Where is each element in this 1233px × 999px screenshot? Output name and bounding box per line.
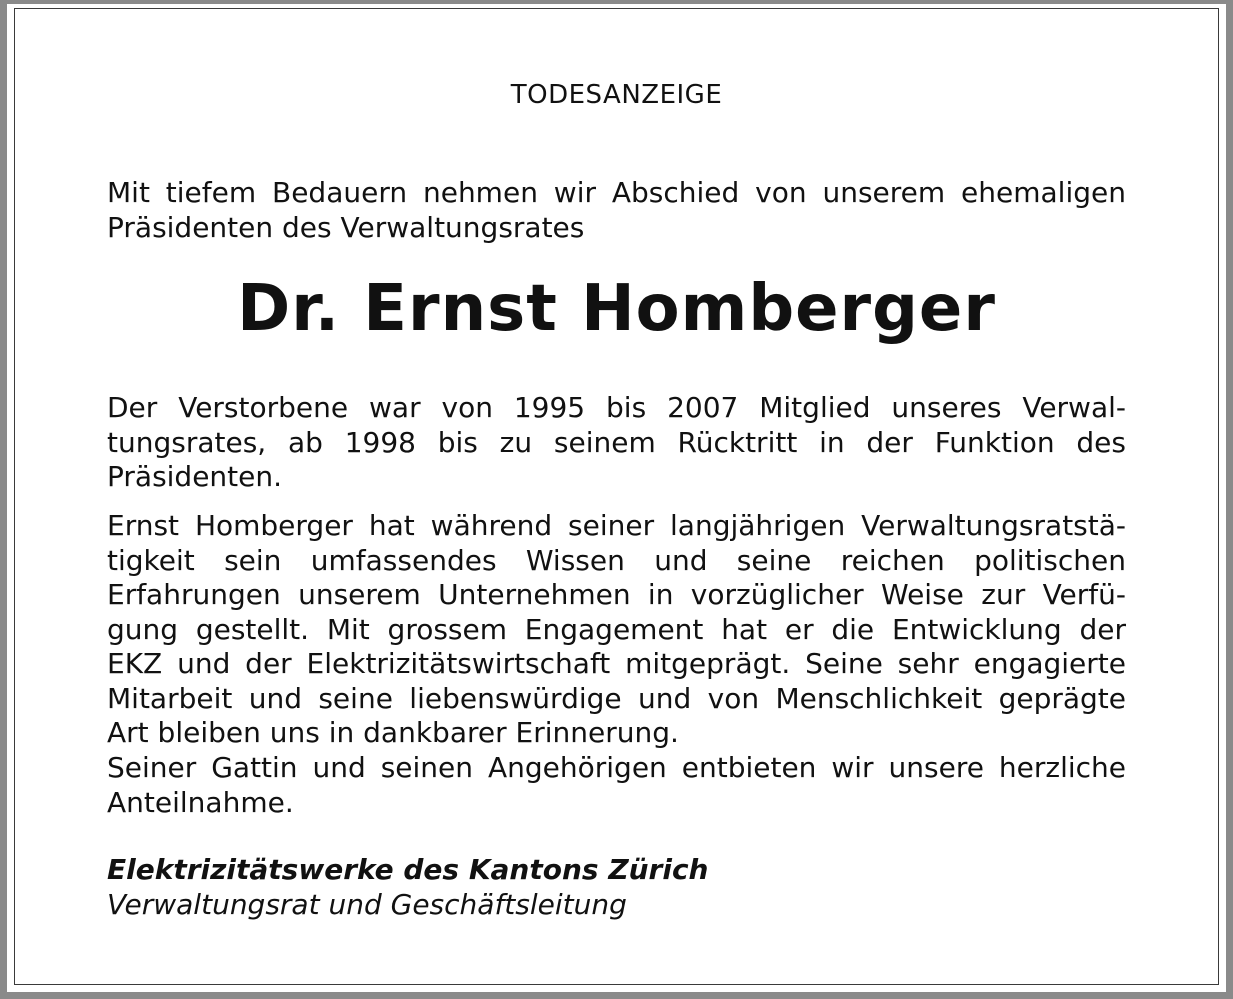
intro-text xyxy=(107,175,1126,245)
text-line: Ernst Homberger hat während seiner langjährigen Verwaltungsratstä- xyxy=(107,509,1126,542)
intro-line: Präsidenten des Verwaltungsrates xyxy=(107,211,585,244)
intro-line: Mit tiefem Bedauern nehmen wir Abschied von unserem ehemaligen xyxy=(107,176,1126,209)
tribute-paragraph xyxy=(107,509,1126,751)
biography-paragraph xyxy=(107,391,1126,495)
text-line: Art bleiben uns in dankbarer Erinnerung. xyxy=(107,716,679,749)
text-line: tungsrates, ab 1998 bis zu seinem Rücktritt in der Funktion des xyxy=(107,425,1126,459)
text-line: Seiner Gattin und seinen Angehörigen entbieten wir unsere herzliche xyxy=(107,751,1126,784)
text-line: EKZ und der Elektrizitätswirtschaft mitgeprägt. Seine sehr engagierte xyxy=(107,647,1126,680)
text-line: Präsidenten. xyxy=(107,460,283,493)
signature-organization: Elektrizitätswerke des Kantons Zürich xyxy=(107,853,709,886)
page-border xyxy=(14,8,1219,985)
text-line: Erfahrungen unserem Unternehmen in vorzüglicher Weise zur Verfü- xyxy=(107,578,1126,611)
deceased-name: Dr. Ernst Homberger xyxy=(237,272,996,346)
signature-department: Verwaltungsrat und Geschäftsleitung xyxy=(107,888,627,921)
text-line: gung gestellt. Mit grossem Engagement hat er die Entwicklung der xyxy=(107,612,1126,646)
notice-heading: TODESANZEIGE xyxy=(510,80,723,110)
condolence-paragraph xyxy=(107,751,1126,820)
text-line: tigkeit sein umfassendes Wissen und seine reichen politischen xyxy=(107,543,1126,577)
text-line: Mitarbeit und seine liebenswürdige und von Menschlichkeit geprägte xyxy=(107,681,1126,715)
text-line: Anteilnahme. xyxy=(107,785,294,819)
text-line: Der Verstorbene war von 1995 bis 2007 Mitglied unseres Verwal- xyxy=(107,391,1126,424)
